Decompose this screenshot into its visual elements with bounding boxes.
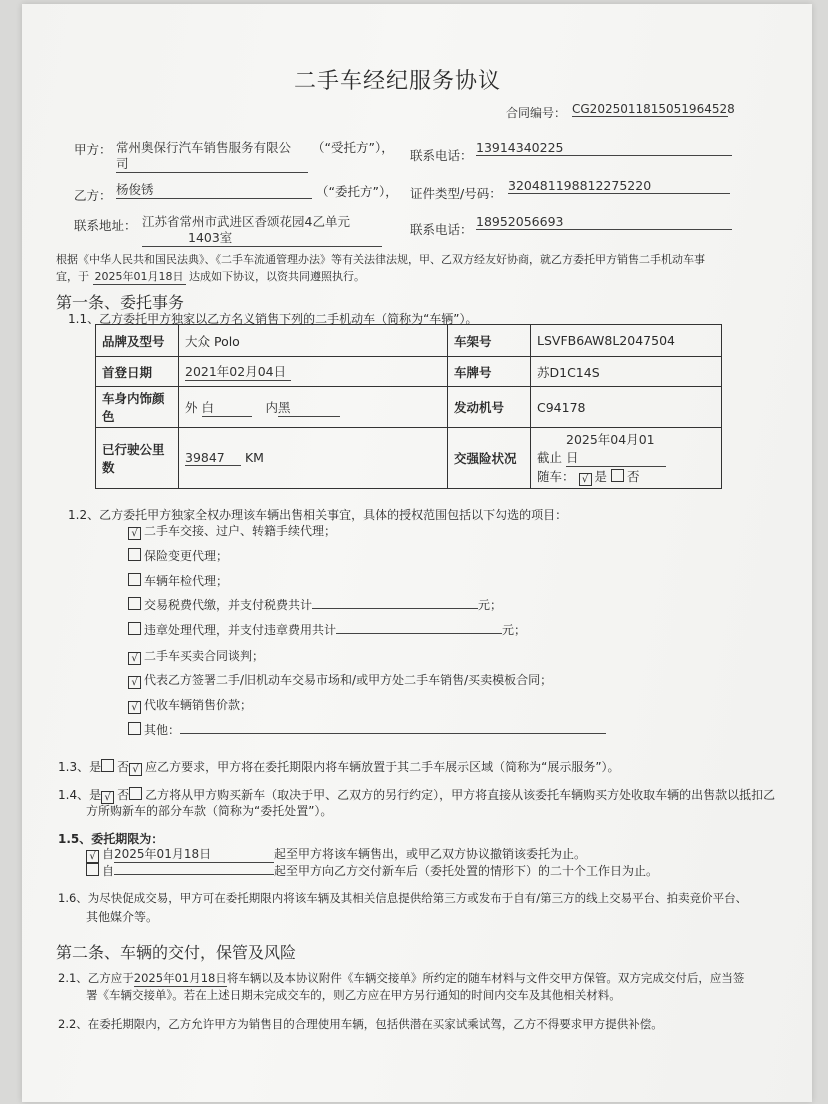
engine-label: 发动机号 xyxy=(448,387,531,428)
ins-yes-checkbox[interactable]: √ xyxy=(579,473,592,486)
term-b-from: 自 xyxy=(102,864,115,878)
option-8 xyxy=(128,696,252,714)
option-7-label: 代表乙方签署二手/旧机动车交易市场和/或甲方处二手车销售/买卖模板合同； xyxy=(144,673,553,687)
option-2-checkbox[interactable] xyxy=(128,548,141,561)
table-row xyxy=(96,428,722,489)
c14-text-line1: 乙方将从甲方购买新车（取决于甲、乙双方的另行约定），甲方将直接从该委托车辆购买方处收取车辆的出售款以抵扣乙 xyxy=(145,788,776,802)
option-4-label: 交易税费代缴，并支付税费共计 xyxy=(144,598,313,612)
option-6-label: 二手车买卖合同谈判； xyxy=(144,649,265,663)
term-a-checkbox[interactable]: √ xyxy=(86,850,99,863)
color-label xyxy=(96,387,179,428)
document-title: 二手车经纪服务协议 xyxy=(294,69,502,94)
intro-line2 xyxy=(56,268,365,285)
inner-label: 内 xyxy=(265,399,278,415)
contract-no-label: 合同编号： xyxy=(506,106,567,120)
option-1-checkbox[interactable]: √ xyxy=(128,527,141,540)
mileage-unit: KM xyxy=(244,450,264,465)
table-row xyxy=(96,387,722,428)
intro-date: 2025年01月18日 xyxy=(94,270,184,283)
c13-no-label: 否 xyxy=(117,760,130,774)
option-9-label: 其他： xyxy=(144,723,181,737)
option-5-label: 违章处理代理，并支付违章费用共计 xyxy=(144,623,337,637)
option-4-checkbox[interactable] xyxy=(128,597,141,610)
option-8-checkbox[interactable]: √ xyxy=(128,701,141,714)
brand-label: 品牌及型号 xyxy=(96,325,179,357)
ins-until-label: 截止 xyxy=(537,450,563,465)
section2-title: 第二条、车辆的交付，保管及风险 xyxy=(56,943,297,962)
option-1 xyxy=(128,522,336,540)
clause-1-6-line1: 1.6、为尽快促成交易，甲方可在委托期限内将该车辆及其相关信息提供给第三方或发布于自有/第三方的线上交易平台、拍卖竞价平台、 xyxy=(58,891,748,905)
party-b-phone-label: 联系电话： xyxy=(410,222,473,237)
party-a-name-line2: 司 xyxy=(116,154,308,173)
option-5-checkbox[interactable] xyxy=(128,622,141,635)
color-label-line2: 色 xyxy=(102,409,115,424)
ins-until-date: 2025年04月01日 xyxy=(566,430,666,467)
term-b-text: 起至甲方向乙方交付新车后（委托处置的情形下）的二十个工作日为止。 xyxy=(274,864,659,878)
plate-value: 苏D1C14S xyxy=(531,357,722,387)
contract-no: CG2025011815051964528 xyxy=(572,102,735,116)
option-3-checkbox[interactable] xyxy=(128,573,141,586)
clause-2-2: 2.2、在委托期限内，乙方允许甲方为销售目的合理使用车辆，包括供潜在买家试乘试驾，乙方不得要求甲方提供补偿。 xyxy=(58,1017,663,1031)
c13-text: 应乙方要求，甲方将在委托期限内将车辆放置于其二手车展示区域（简称为“展示服务”）。 xyxy=(145,760,620,774)
party-a-phone-label: 联系电话： xyxy=(410,148,473,163)
option-2 xyxy=(128,547,228,564)
c14-prefix: 1.4、是 xyxy=(58,788,102,802)
vin-label: 车架号 xyxy=(448,325,531,357)
option-2-label: 保险变更代理； xyxy=(144,549,229,563)
option-5 xyxy=(128,621,526,638)
c13-prefix: 1.3、是 xyxy=(58,760,102,774)
c13-yes-checkbox[interactable] xyxy=(101,759,114,772)
outer-color: 白 xyxy=(202,398,252,417)
c14-yes-checkbox[interactable]: √ xyxy=(101,791,114,804)
option-4-suffix: 元； xyxy=(478,598,503,612)
mileage-label xyxy=(96,428,179,489)
engine-value: C94178 xyxy=(531,387,722,428)
vin-value: LSVFB6AW8L2047504 xyxy=(531,325,722,357)
outer-label: 外 xyxy=(185,399,198,415)
party-b-id: 320481198812275220 xyxy=(508,178,730,194)
ins-no-checkbox[interactable] xyxy=(611,469,624,482)
plate-label: 车牌号 xyxy=(448,357,531,387)
party-b-name: 杨俊锈 xyxy=(116,180,312,199)
mileage-value: 39847 xyxy=(185,450,241,466)
party-a-role: （“受托方”）， xyxy=(312,140,394,155)
c21-text-line1: 将车辆以及本协议附件《车辆交接单》所约定的随车材料与文件交甲方保管。双方完成交付后，应当签 xyxy=(226,971,745,985)
party-a-label: 甲方： xyxy=(74,142,112,157)
option-4 xyxy=(128,596,502,613)
mileage-label-line1: 已行驶公里 xyxy=(102,442,165,457)
party-b-label: 乙方： xyxy=(74,188,112,203)
option-9 xyxy=(128,721,606,738)
clause-1-4-line2: 方所购新车的部分车款（简称为“委托处置”）。 xyxy=(86,804,333,818)
reg-date-cell xyxy=(179,357,448,387)
party-a-phone: 13914340225 xyxy=(476,140,732,156)
color-label-line1: 车身内饰颜 xyxy=(102,391,165,406)
vehicle-table xyxy=(95,324,722,489)
clause-1-3 xyxy=(58,758,620,776)
ins-yes-label: 是 xyxy=(594,469,608,484)
clause-1-1: 1.1、乙方委托甲方独家以乙方名义销售下列的二手机动车（简称为“车辆”）。 xyxy=(68,312,478,326)
intro-suffix: 达成如下协议，以资共同遵照执行。 xyxy=(189,270,365,283)
c21-prefix: 2.1、乙方应于 xyxy=(58,971,134,985)
table-row xyxy=(96,325,722,357)
id-label: 证件类型/号码： xyxy=(410,186,502,201)
address-label: 联系地址： xyxy=(74,218,137,233)
option-3-label: 车辆年检代理； xyxy=(144,574,229,588)
clause-2-1-line2: 署《车辆交接单》。若在上述日期未完成交车的，则乙方应在甲方另行通知的时间内交车及其他相关材料。 xyxy=(86,988,621,1002)
ins-no-label: 否 xyxy=(627,469,640,484)
c21-date: 2025年01月18日 xyxy=(133,971,227,985)
option-6 xyxy=(128,647,264,665)
contract-paper xyxy=(22,4,812,1102)
party-b-role: （“委托方”）， xyxy=(316,184,398,199)
term-a-text: 起至甲方将该车辆售出，或甲乙双方协议撤销该委托为止。 xyxy=(274,847,587,861)
violation-amount-field[interactable] xyxy=(336,621,502,634)
option-1-label: 二手车交接、过户、转籍手续代理； xyxy=(144,524,337,538)
clause-1-6-line2: 其他媒介等。 xyxy=(86,910,159,924)
table-row xyxy=(96,357,722,387)
clause-1-5-a xyxy=(86,845,586,863)
c14-no-label: 否 xyxy=(117,788,130,802)
mileage-cell xyxy=(179,428,448,489)
mileage-label-line2: 数 xyxy=(102,460,115,475)
c14-no-checkbox[interactable] xyxy=(129,787,142,800)
tax-amount-field[interactable] xyxy=(312,596,478,609)
party-a-name-line1: 常州奥保行汽车销售服务有限公 xyxy=(116,140,292,155)
clause-1-5-b xyxy=(86,862,658,879)
option-6-checkbox[interactable]: √ xyxy=(128,652,141,665)
brand-value: 大众 Polo xyxy=(179,325,448,357)
reg-date-value: 2021年02月04日 xyxy=(185,362,291,381)
option-7 xyxy=(128,671,552,689)
address-line2: 1403室 xyxy=(142,228,382,247)
option-7-checkbox[interactable]: √ xyxy=(128,676,141,689)
other-field[interactable] xyxy=(180,721,606,734)
term-a-date: 2025年01月18日 xyxy=(114,845,274,863)
clause-2-1 xyxy=(58,970,744,987)
reg-date-label: 首登日期 xyxy=(96,357,179,387)
term-a-from: 自 xyxy=(102,847,115,861)
option-8-label: 代收车辆销售价款； xyxy=(144,698,253,712)
color-cell xyxy=(179,387,448,428)
clause-1-2: 1.2、乙方委托甲方独家全权办理该车辆出售相关事宜，具体的授权范围包括以下勾选的项目： xyxy=(68,508,568,522)
insurance-label: 交强险状况 xyxy=(448,428,531,489)
address-line1: 江苏省常州市武进区香颂花园4乙单元 xyxy=(142,214,350,229)
option-9-checkbox[interactable] xyxy=(128,722,141,735)
ins-with-car-label: 随车： xyxy=(537,469,575,484)
term-b-checkbox[interactable] xyxy=(86,863,99,876)
c13-no-checkbox[interactable]: √ xyxy=(129,763,142,776)
section1-title: 第一条、委托事务 xyxy=(56,293,185,312)
term-b-date-field[interactable] xyxy=(114,862,274,875)
intro-line1: 根据《中华人民共和国民法典》、《二手车流通管理办法》等有关法律法规，甲、乙双方经友好协商，就乙方委托甲方销售二手机动车事 xyxy=(56,253,705,266)
option-3 xyxy=(128,572,228,589)
inner-color: 黑 xyxy=(278,398,340,417)
clause-1-5-title: 1.5、委托期限为： xyxy=(58,832,164,846)
party-b-phone: 18952056693 xyxy=(476,214,732,230)
insurance-cell xyxy=(531,428,722,489)
option-5-suffix: 元； xyxy=(502,623,527,637)
intro-prefix: 宜，于 xyxy=(56,270,89,283)
